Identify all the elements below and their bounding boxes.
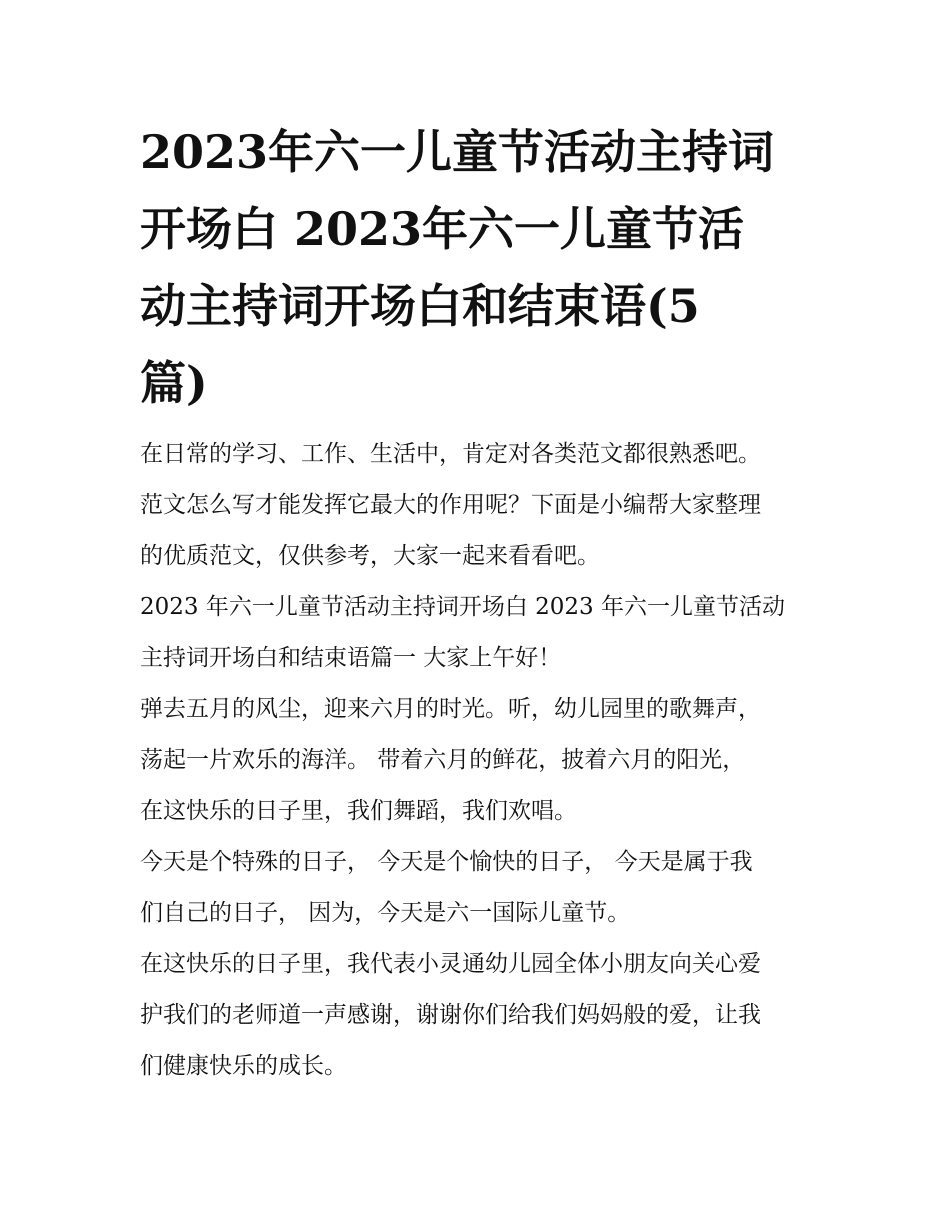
title-line-2: 开场白 2023年六一儿童节活 — [140, 202, 745, 256]
body-line-10: 们自己的日子， 因为，今天是六一国际儿童节。 — [140, 900, 631, 926]
body-line-12: 护我们的老师道一声感谢，谢谢你们给我们妈妈般的爱，让我 — [140, 1002, 761, 1028]
body-line-11: 在这快乐的日子里，我代表小灵通幼儿园全体小朋友向关心爱 — [140, 951, 761, 977]
body-line-1: 在日常的学习、工作、生活中，肯定对各类范文都很熟悉吧。 — [140, 441, 761, 467]
body-line-6: 弹去五月的风尘，迎来六月的时光。听，幼儿园里的歌舞声， — [140, 696, 761, 722]
document-title — [140, 114, 820, 422]
body-line-3: 的优质范文，仅供参考，大家一起来看看吧。 — [140, 543, 600, 569]
document-body — [140, 429, 830, 1092]
body-line-8: 在这快乐的日子里，我们舞蹈，我们欢唱。 — [140, 798, 577, 824]
body-line-2: 范文怎么写才能发挥它最大的作用呢？下面是小编帮大家整理 — [140, 492, 761, 518]
title-line-4: 篇) — [140, 356, 208, 410]
body-line-9: 今天是个特殊的日子， 今天是个愉快的日子， 今天是属于我 — [140, 849, 753, 875]
body-line-4: 2023 年六一儿童节活动主持词开场白 2023 年六一儿童节活动 — [140, 594, 785, 620]
body-line-7: 荡起一片欢乐的海洋。 带着六月的鲜花，披着六月的阳光， — [140, 747, 746, 773]
title-line-1: 2023年六一儿童节活动主持词 — [140, 125, 775, 179]
body-line-5: 主持词开场白和结束语篇一 大家上午好！ — [140, 645, 562, 671]
title-line-3: 动主持词开场白和结束语(5 — [140, 279, 700, 333]
body-line-13: 们健康快乐的成长。 — [140, 1053, 347, 1079]
